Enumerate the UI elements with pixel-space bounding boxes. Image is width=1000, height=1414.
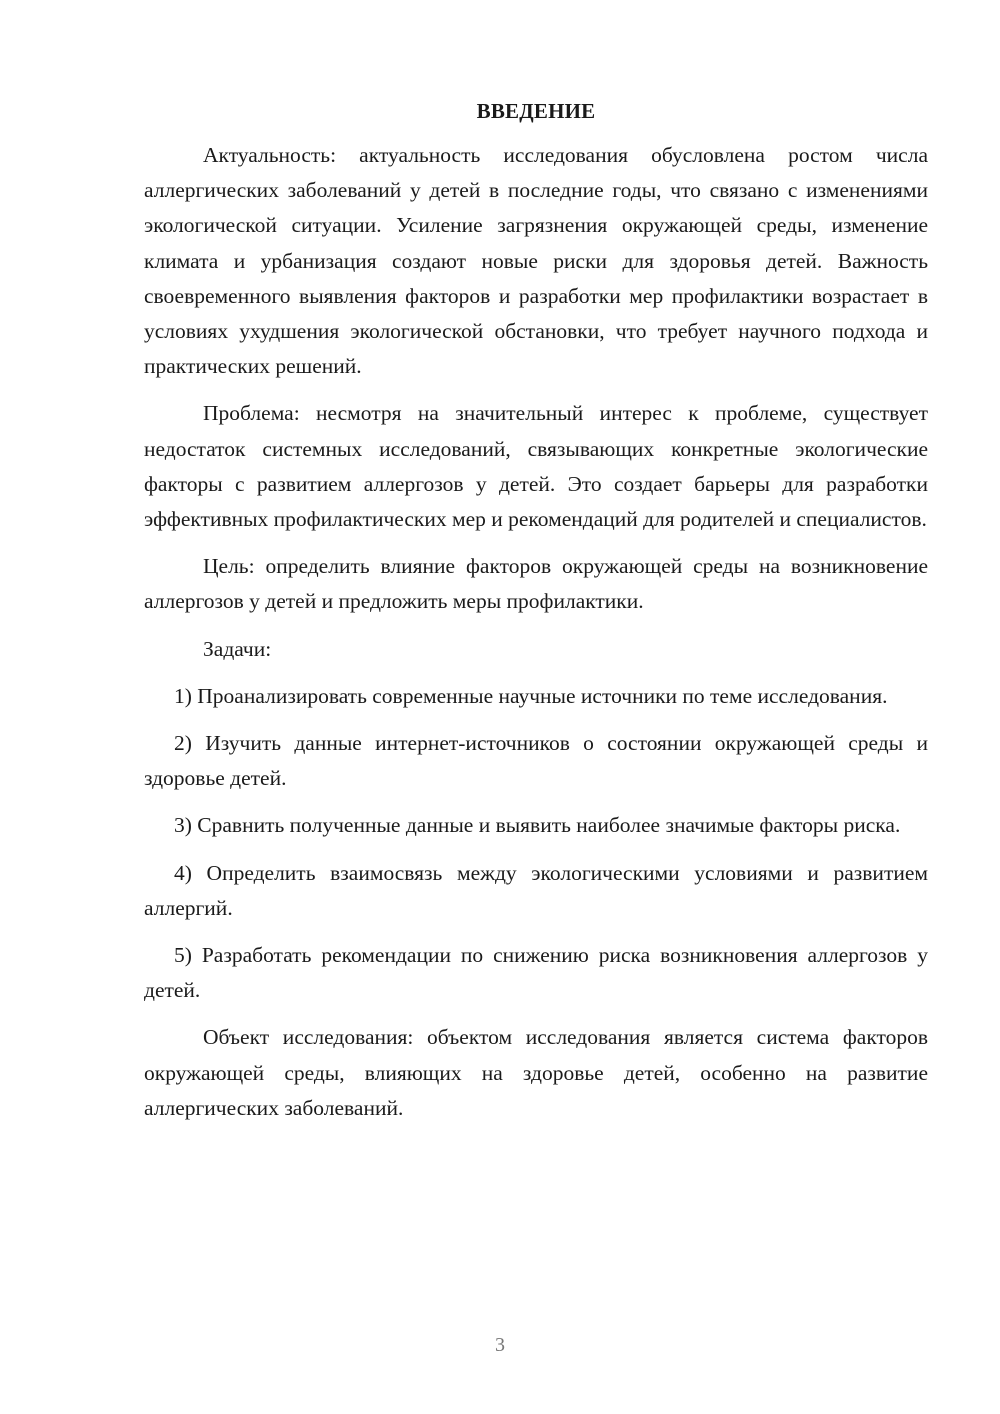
problem-paragraph: Проблема: несмотря на значительный интерес к проблеме, существует недостаток системных исследований, связывающих конкретные экологические факторы с развитием аллергозов у детей. Это создает барьеры для разработки эффективных профилактических мер и рекомендаций для родителей и специалистов. (144, 401, 928, 532)
task-item-5: 5) Разработать рекомендации по снижению риска возникновения аллергозов у детей. (144, 943, 928, 1003)
page-number: 3 (495, 1334, 505, 1356)
task-item-1: 1) Проанализировать современные научные источники по теме исследования. (174, 683, 888, 708)
document-page (144, 94, 928, 1126)
task-item-3: 3) Сравнить полученные данные и выявить наиболее значимые факторы риска. (174, 813, 901, 838)
relevance-paragraph: Актуальность: актуальность исследования обусловлена ростом числа аллергических заболеваний у детей в последние годы, что связано с изменениями экологической ситуации. Усиление загрязнения окружающей среды, изменение климата и урбанизация создают новые риски для здоровья детей. Важность своевременного выявления факторов и разработки мер профилактики возрастает в условиях ухудшения экологической обстановки, что требует научного подхода и практических решений. (144, 143, 928, 379)
section-title: ВВЕДЕНИЕ (476, 99, 596, 123)
task-item-2: 2) Изучить данные интернет-источников о состоянии окружающей среды и здоровье детей. (144, 731, 928, 791)
goal-paragraph: Цель: определить влияние факторов окружающей среды на возникновение аллергозов у детей и предложить меры профилактики. (144, 554, 928, 614)
object-paragraph: Объект исследования: объектом исследования является система факторов окружающей среды, влияющих на здоровье детей, особенно на развитие аллергических заболеваний. (144, 1025, 928, 1120)
tasks-heading: Задачи: (203, 636, 272, 661)
task-item-4: 4) Определить взаимосвязь между экологическими условиями и развитием аллергий. (144, 860, 928, 920)
